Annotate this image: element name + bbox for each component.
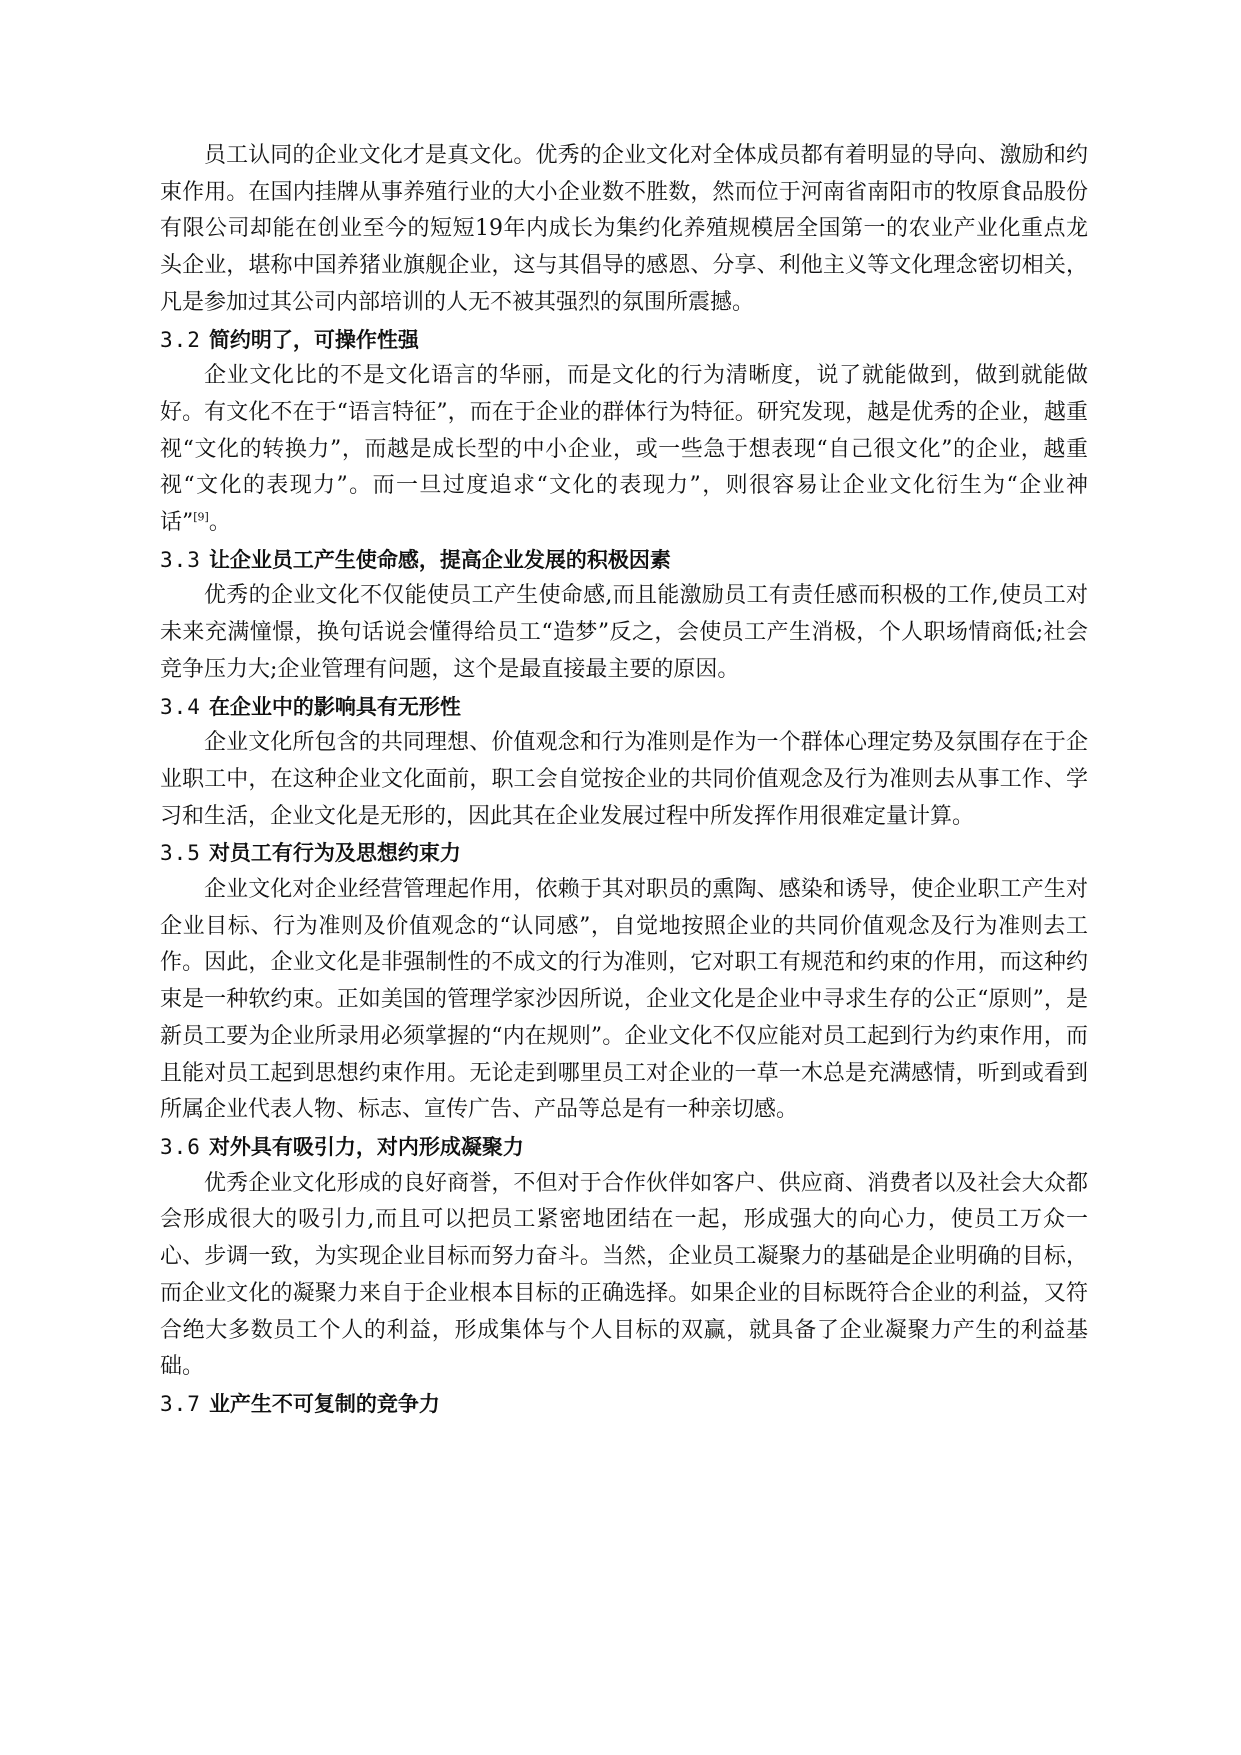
section-title: 业产生不可复制的竞争力: [208, 1391, 440, 1416]
section-heading-3-4: [160, 689, 1088, 726]
paragraph-text: 企业文化比的不是文化语言的华丽，而是文化的行为清晰度，说了就能做到，做到就能做好。有文化不在于“语言特征”，而在于企业的群体行为特征。研究发现，越是优秀的企业，越重视“文化的转换力”，而越是成长型的中小企业，或一些急于想表现“自己很文化”的企业，越重视“文化的表现力”。而一旦过度追求“文化的表现力”，则很容易让企业文化衍生为“企业神话”: [160, 363, 1088, 536]
section-number: 3.4: [160, 694, 201, 719]
section-number: 3.2: [160, 327, 201, 352]
section-heading-3-5: [160, 835, 1088, 872]
section-heading-3-7: [160, 1386, 1088, 1423]
section-title: 对外具有吸引力，对内形成凝聚力: [208, 1134, 524, 1159]
section-heading-3-2: [160, 322, 1088, 359]
intro-paragraph: 员工认同的企业文化才是真文化。优秀的企业文化对全体成员都有着明显的导向、激励和约束作用。在国内挂牌从事养殖行业的大小企业数不胜数，然而位于河南省南阳市的牧原食品股份有限公司却能在创业至今的短短19年内成长为集约化养殖规模居全国第一的农业产业化重点龙头企业，堪称中国养猪业旗舰企业，这与其倡导的感恩、分享、利他主义等文化理念密切相关，凡是参加过其公司内部培训的人无不被其强烈的氛围所震撼。: [160, 143, 1088, 315]
section-title: 对员工有行为及思想约束力: [208, 841, 461, 866]
section-paragraph-3-5: 企业文化对企业经营管理起作用，依赖于其对职员的熏陶、感染和诱导，使企业职工产生对企业目标、行为准则及价值观念的“认同感”，自觉地按照企业的共同价值观念及行为准则去工作。因此，企业文化是非强制性的不成文的行为准则，它对职工有规范和约束的作用，而这种约束是一种软约束。正如美国的管理学家沙因所说，企业文化是企业中寻求生存的公正“原则”，是新员工要为企业所录用必须掌握的“内在规则”。企业文化不仅应能对员工起到行为约束作用，而且能对员工起到思想约束作用。无论走到哪里员工对企业的一草一木总是充满感情，听到或看到所属企业代表人物、标志、宣传广告、产品等总是有一种亲切感。: [160, 877, 1088, 1123]
section-paragraph-3-6: 优秀企业文化形成的良好商誉，不但对于合作伙伴如客户、供应商、消费者以及社会大众都会形成很大的吸引力,而且可以把员工紧密地团结在一起，形成强大的向心力，使员工万众一心、步调一致，为实现企业目标而努力奋斗。当然，企业员工凝聚力的基础是企业明确的目标，而企业文化的凝聚力来自于企业根本目标的正确选择。如果企业的目标既符合企业的利益，又符合绝大多数员工个人的利益，形成集体与个人目标的双赢，就具备了企业凝聚力产生的利益基础。: [160, 1170, 1088, 1380]
section-paragraph-3-3: 优秀的企业文化不仅能使员工产生使命感,而且能激励员工有责任感而积极的工作,使员工对未来充满憧憬，换句话说会懂得给员工“造梦”反之，会使员工产生消极，个人职场情商低;社会竞争压力大;企业管理有问题，这个是最直接最主要的原因。: [160, 583, 1088, 682]
section-number: 3.7: [160, 1391, 201, 1416]
citation-reference: [9]: [193, 510, 209, 524]
section-number: 3.5: [160, 841, 201, 866]
paragraph-tail: 。: [208, 510, 231, 536]
document-body: [160, 138, 1088, 1423]
section-number: 3.3: [160, 547, 201, 572]
section-title: 在企业中的影响具有无形性: [208, 694, 461, 719]
section-heading-3-3: [160, 542, 1088, 579]
section-heading-3-6: [160, 1129, 1088, 1166]
section-title: 简约明了，可操作性强: [208, 327, 419, 352]
section-title: 让企业员工产生使命感，提高企业发展的积极因素: [208, 547, 671, 572]
section-paragraph-3-4: 企业文化所包含的共同理想、价值观念和行为准则是作为一个群体心理定势及氛围存在于企业职工中，在这种企业文化面前，职工会自觉按企业的共同价值观念及行为准则去从事工作、学习和生活，企业文化是无形的，因此其在企业发展过程中所发挥作用很难定量计算。: [160, 730, 1088, 829]
section-number: 3.6: [160, 1134, 201, 1159]
section-paragraph-3-2: [160, 358, 1088, 542]
